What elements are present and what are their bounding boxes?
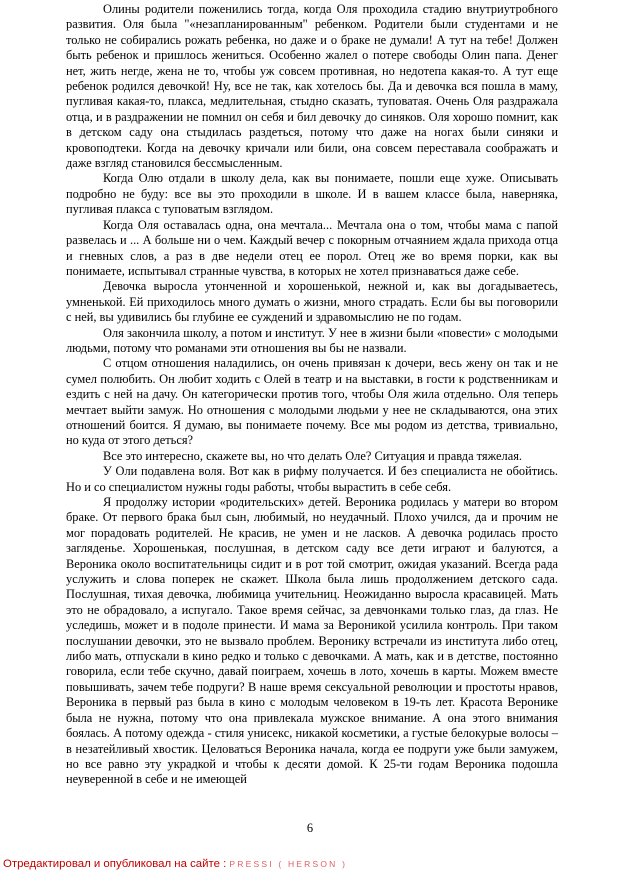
document-page xyxy=(66,2,558,788)
paragraph: У Оли подавлена воля. Вот как в рифму получается. И без специалиста не обойтись. Но и со специалистом нужны годы работы, чтобы вырастить в себе себя. xyxy=(66,464,558,494)
paragraph: С отцом отношения наладились, он очень привязан к дочери, весь жену он так и не сумел полюбить. Он любит ходить с Олей в театр и на выставки, в гости к родственникам и ездить с ней на дачу. Он категорически против того, чтобы Оля жила отдельно. Оля теперь мечтает выйти замуж. Но отношения с молодыми людьми у нее не складываются, она этих отношений боится. Я думаю, вы понимаете почему. Все мы родом из детства, тривиально, но куда от этого деться? xyxy=(66,356,558,448)
paragraph: Когда Оля оставалась одна, она мечтала... Мечтала она о том, чтобы мама с папой развелась и ... А больше ни о чем. Каждый вечер с покорным отчаянием ждала прихода отца и гневных слов, а раз в две недели отец ее порол. Отец же во время порки, как вы понимаете, испытывал странные чувства, в которых не хотел признаваться даже себе. xyxy=(66,217,558,278)
paragraph: Когда Олю отдали в школу дела, как вы понимаете, пошли еще хуже. Описывать подробно не буду: все вы это проходили в школе. И в вашем классе была, наверняка, пугливая плакса с туповатым взглядом. xyxy=(66,171,558,217)
paragraph: Оля закончила школу, а потом и институт. У нее в жизни были «повести» с молодыми людьми, потому что романами эти отношения вы бы не назвали. xyxy=(66,325,558,355)
page-number: 6 xyxy=(306,821,314,835)
paragraph: Девочка выросла утонченной и хорошенькой, нежной и, как вы догадываетесь, умненькой. Ей приходилось много думать о жизни, много страдать. Если бы вы поговорили с ней, вы удивились бы глубине ее суждений и здравомыслию не по годам. xyxy=(66,279,558,325)
footer-site-link[interactable]: PRESSI ( HERSON ) xyxy=(229,859,348,869)
footer-credit xyxy=(3,858,347,870)
paragraph: Олины родители поженились тогда, когда Оля проходила стадию внутриутробного развития. Оля была "«незапланированным" ребенком. Родители были студентами и не только не собирались рожать ребенка, но даже и о браке не думали! А тут на тебе! Должен быть ребенок и пришлось жениться. Особенно жалел о потере свободы Олин папа. Денег нет, жить негде, жена не то, чтобы уж совсем противная, но недотепа какая-то. А тут еще ребенок родился девочкой! Ну, все не так, как хотелось бы. Да и девочка вся пошла в маму, пугливая какая-то, плакса, медлительная, стыдно сказать, туповатая. Очень Оля раздражала отца, и в раздражении не помнил он себя и бил девочку до синяков. Оля хорошо помнит, как в детском саду она стыдилась раздеться, потому что даже на ногах были синяки и кровоподтеки. Когда на девочку кричали или били, она совсем переставала соображать и даже взгляд становился бессмысленным. xyxy=(66,2,558,171)
paragraph: Я продолжу истории «родительских» детей. Вероника родилась у матери во втором браке. От первого брака был сын, любимый, но неудачный. Плохо учился, да и прочим не мог порадовать родителей. Не красив, не умен и не ласков. А девочка родилась просто загляденье. Хорошенькая, послушная, в детском саду все дети играют и балуются, а Вероника около воспитательницы сидит и в рот той смотрит, ожидая указаний. Всегда рада услужить и слова поперек не скажет. Школа была лишь продолжением детского сада. Послушная, тихая девочка, любимица учительниц. Неожиданно выросла красавицей. Мать это не обрадовало, а испугало. Такое время сейчас, за девчонками только глаз, да глаз. Не уследишь, может и в подоле принести. И мама за Вероникой усилила контроль. При таком послушании девочки, это не вызвало проблем. Веронику встречали из института либо отец, либо мать, отпускали в кино редко и только с девочками. А мать, как и в детстве, постоянно говорила, если тебе скучно, давай поиграем, хочешь в лото, хочешь в карты. Можем вместе повышивать, зачем тебе подруги? В наше время сексуальной революции и простоты нравов, Вероника в первый раз была в кино с молодым человеком в 19-ть лет. Красота Веронике была не нужна, потому что она привлекала мужское внимание. А она этого внимания боялась. А потому одежда - стиля унисекс, никакой косметики, а густые белокурые волосы – в незатейливый хвостик. Целоваться Вероника начала, когда ее подруги уже были замужем, но все равно эту украдкой и чтобы к десяти домой. К 25-ти годам Вероника подошла неуверенной в себе и не имеющей xyxy=(66,495,558,787)
footer-label: Отредактировал и опубликовал на сайте : xyxy=(3,858,227,870)
paragraph: Все это интересно, скажете вы, но что делать Оле? Ситуация и правда тяжелая. xyxy=(103,448,523,463)
